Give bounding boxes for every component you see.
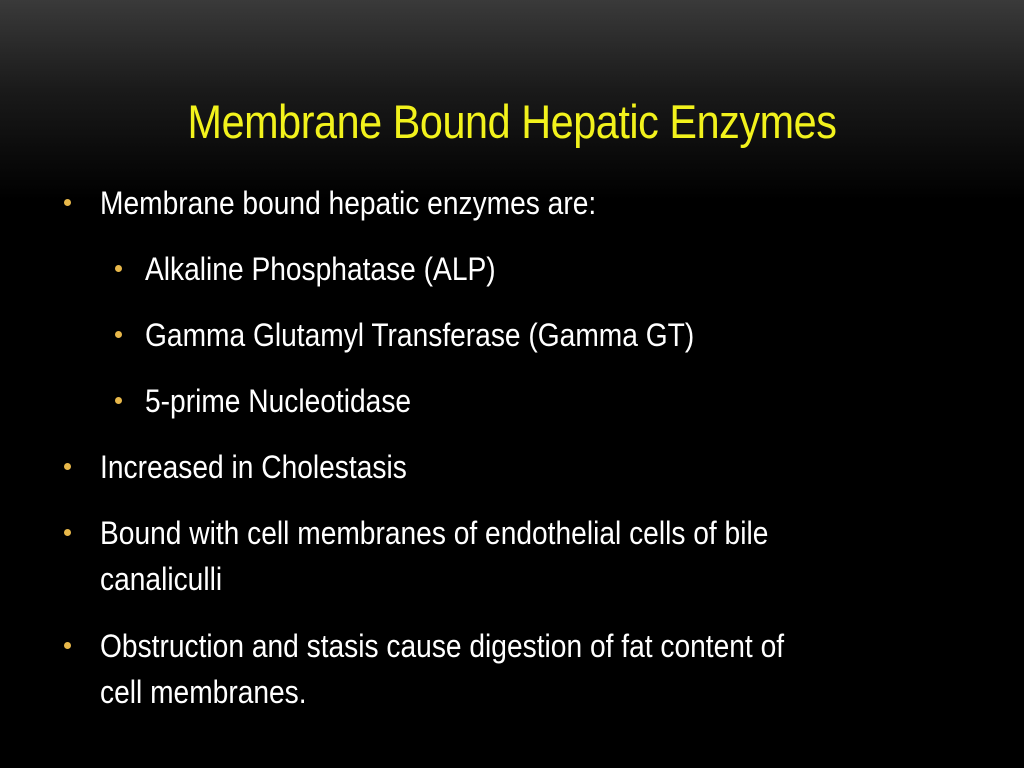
sub-bullet-item: Alkaline Phosphatase (ALP) (145, 251, 496, 287)
sub-bullet-item: 5-prime Nucleotidase (145, 383, 412, 419)
bullet-item-line-1: Bound with cell membranes of endothelial cells of bile (100, 515, 769, 551)
sub-bullet-dot (115, 265, 122, 272)
sub-bullet-dot (115, 331, 122, 338)
sub-bullet-dot (115, 397, 122, 404)
bullet-dot (64, 463, 71, 470)
bullet-dot (64, 199, 71, 206)
bullet-item: Increased in Cholestasis (100, 449, 407, 485)
bullet-dot (64, 642, 71, 649)
bullet-item-line-1: Obstruction and stasis cause digestion of fat content of (100, 628, 785, 664)
bullet-item-line-2: cell membranes. (100, 674, 307, 710)
bullet-dot (64, 529, 71, 536)
slide-title: Membrane Bound Hepatic Enzymes (187, 95, 837, 148)
bullet-item-line-2: canaliculli (100, 561, 223, 597)
bullet-item: Membrane bound hepatic enzymes are: (100, 185, 597, 221)
sub-bullet-item: Gamma Glutamyl Transferase (Gamma GT) (145, 317, 695, 353)
